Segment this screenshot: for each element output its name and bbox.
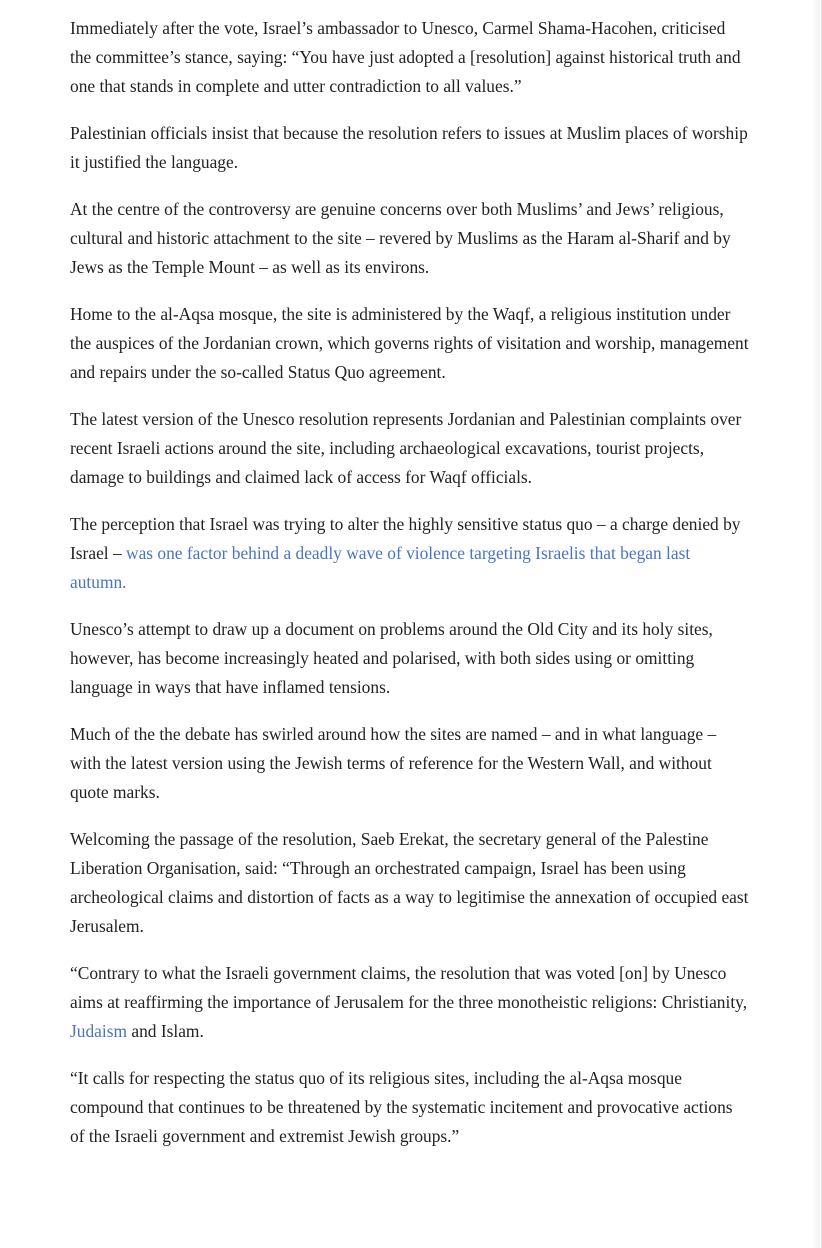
paragraph-text: “Contrary to what the Israeli government claims, the resolution that was voted [on] by Unesco aims at reaffirming the importance of Jerusalem for the three monotheistic religions: Christianity, [70, 963, 748, 1012]
article-paragraph: Home to the al-Aqsa mosque, the site is administered by the Waqf, a religious institution under the auspices of the Jordanian crown, which governs rights of visitation and worship, management and repairs under the so-called Status Quo agreement. [70, 304, 749, 382]
article-paragraph: Immediately after the vote, Israel’s ambassador to Unesco, Carmel Shama-Hacohen, criticised the committee’s stance, saying: “You have just adopted a [resolution] against historical truth and one that stands in complete and utter contradiction to all values.” [70, 18, 741, 96]
article-paragraph [70, 959, 750, 1046]
article-body [70, 14, 750, 1169]
paragraph-text: The perception that Israel was trying to alter the highly sensitive status quo – a charge denied by Israel – [70, 514, 741, 563]
article-paragraph: Welcoming the passage of the resolution, Saeb Erekat, the secretary general of the Palestine Liberation Organisation, said: “Through an orchestrated campaign, Israel has been using archeological claims and distortion of facts as a way to legitimise the annexation of occupied east Jerusalem. [70, 829, 749, 936]
paragraph-text: and Islam. [127, 1021, 204, 1041]
page-scroll-edge [812, 0, 820, 1248]
article-paragraph: Palestinian officials insist that because the resolution refers to issues at Muslim places of worship it justified the language. [70, 123, 748, 172]
article-paragraph: “It calls for respecting the status quo of its religious sites, including the al-Aqsa mosque compound that continues to be threatened by the systematic incitement and provocative actions of the Israeli government and extremist Jewish groups.” [70, 1068, 733, 1146]
article-paragraph: At the centre of the controversy are genuine concerns over both Muslims’ and Jews’ religious, cultural and historic attachment to the site – revered by Muslims as the Haram al-Sharif and by Jews as the Temple Mount – as well as its environs. [70, 199, 731, 277]
article-paragraph: Much of the the debate has swirled around how the sites are named – and in what language – with the latest version using the Jewish terms of reference for the Western Wall, and without quote marks. [70, 724, 717, 802]
article-paragraph: The latest version of the Unesco resolution represents Jordanian and Palestinian complaints over recent Israeli actions around the site, including archaeological excavations, tourist projects, damage to buildings and claimed lack of access for Waqf officials. [70, 409, 742, 487]
violence-wave-link[interactable]: was one factor behind a deadly wave of violence targeting Israelis that began last autumn. [70, 543, 691, 592]
judaism-link[interactable]: Judaism [70, 1021, 128, 1041]
article-paragraph: Unesco’s attempt to draw up a document on problems around the Old City and its holy sites, however, has become increasingly heated and polarised, with both sides using or omitting language in ways that have inflamed tensions. [70, 619, 713, 697]
article-paragraph [70, 510, 750, 597]
